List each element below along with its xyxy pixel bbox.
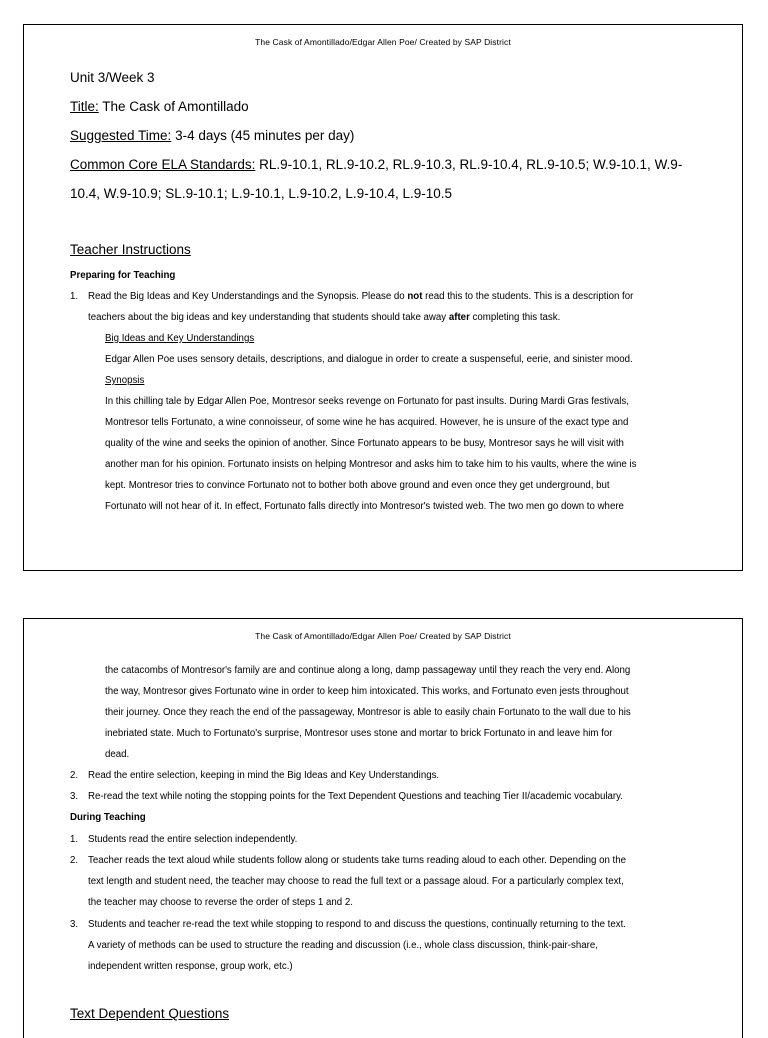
synopsis-line: dead.	[105, 749, 130, 760]
during-item-line: independent written response, group work, etc.)	[88, 961, 293, 972]
big-ideas-text: Edgar Allen Poe uses sensory details, descriptions, and dialogue in order to create a suspenseful, eerie, and sinister mood.	[105, 354, 633, 365]
document-page-2	[23, 618, 743, 1038]
item1-text-b: read this to the students. This is a description for	[422, 291, 634, 302]
text-dependent-questions-heading: Text Dependent Questions	[70, 1006, 230, 1021]
synopsis-line: quality of the wine and seeks the opinion of another. Since Fortunato appears to be busy, Montresor says he will visit with	[105, 438, 624, 449]
synopsis-line: kept. Montresor tries to convince Fortunato not to bother both above ground and even once they get underground, but	[105, 480, 610, 491]
page-header: The Cask of Amontillado/Edgar Allen Poe/ Created by SAP District	[255, 631, 511, 641]
item1-line1	[88, 291, 633, 302]
item-number: 3.	[70, 919, 79, 930]
unit-week: Unit 3/Week 3	[70, 70, 155, 85]
item1-after: after	[448, 312, 470, 323]
item-number: 2.	[70, 855, 79, 866]
during-item-line: A variety of methods can be used to structure the reading and discussion (i.e., whole class discussion, think-pair-share,	[88, 940, 598, 951]
synopsis-heading: Synopsis	[105, 375, 145, 386]
suggested-time-line	[70, 128, 354, 143]
title-label: Title:	[70, 99, 99, 114]
suggested-time-label: Suggested Time:	[70, 128, 172, 143]
document-page-1	[23, 24, 743, 571]
during-item-line: the teacher may choose to reverse the order of steps 1 and 2.	[88, 897, 353, 908]
item1-text-d: completing this task.	[469, 312, 561, 323]
item1-not: not	[407, 291, 423, 302]
synopsis-line: the catacombs of Montresor's family are and continue along a long, damp passageway until they reach the very end. Along	[105, 665, 631, 676]
standards-line-2: 10.4, W.9-10.9; SL.9-10.1; L.9-10.1, L.9-10.2, L.9-10.4, L.9-10.5	[70, 186, 453, 201]
prep-item-text: Read the entire selection, keeping in mind the Big Ideas and Key Understandings.	[88, 770, 440, 781]
during-teaching-heading: During Teaching	[70, 812, 146, 823]
during-item-line: Teacher reads the text aloud while students follow along or students take turns reading aloud to each other. Depending on the	[88, 855, 627, 866]
synopsis-line: the way, Montresor gives Fortunato wine in order to keep him intoxicated. This works, and Fortunato even jests throughout	[105, 686, 629, 697]
big-ideas-heading: Big Ideas and Key Understandings	[105, 333, 255, 344]
standards-line-1	[70, 157, 682, 172]
during-item-line: Students read the entire selection independently.	[88, 834, 298, 845]
item1-line2	[88, 312, 560, 323]
synopsis-line: Montresor tells Fortunato, a wine connoisseur, of some wine he has acquired. However, he is unsure of the exact type and	[105, 417, 629, 428]
synopsis-line: another man for his opinion. Fortunato insists on helping Montresor and asks him to take him to his vaults, where the wine is	[105, 459, 637, 470]
synopsis-line: their journey. Once they reach the end of the passageway, Montresor is able to easily chain Fortunato to the wall due to his	[105, 707, 631, 718]
item-number: 3.	[70, 791, 79, 802]
during-item-line: text length and student need, the teacher may choose to read the full text or a passage aloud. For a particularly complex text,	[88, 876, 624, 887]
item1-text-c: teachers about the big ideas and key understanding that students should take away	[88, 312, 449, 323]
suggested-time-value: 3-4 days (45 minutes per day)	[171, 128, 355, 143]
item1-text-a: Read the Big Ideas and Key Understandings and the Synopsis. Please do	[88, 291, 408, 302]
synopsis-line: Fortunato will not hear of it. In effect, Fortunato falls directly into Montresor's twisted web. The two men go down to where	[105, 501, 624, 512]
standards-value-1: RL.9-10.1, RL.9-10.2, RL.9-10.3, RL.9-10.4, RL.9-10.5; W.9-10.1, W.9-	[255, 157, 683, 172]
page-header: The Cask of Amontillado/Edgar Allen Poe/ Created by SAP District	[255, 37, 511, 47]
teacher-instructions-heading: Teacher Instructions	[70, 242, 191, 257]
item-number: 2.	[70, 770, 79, 781]
synopsis-line: In this chilling tale by Edgar Allen Poe, Montresor seeks revenge on Fortunato for past insults. During Mardi Gras festivals,	[105, 396, 629, 407]
item-number: 1.	[70, 834, 79, 845]
synopsis-line: inebriated state. Much to Fortunato's surprise, Montresor uses stone and mortar to brick Fortunato in and leave him for	[105, 728, 613, 739]
title-line	[70, 99, 249, 114]
prep-item-text: Re-read the text while noting the stopping points for the Text Dependent Questions and teaching Tier II/academic vocabulary.	[88, 791, 623, 802]
title-value: The Cask of Amontillado	[98, 99, 249, 114]
item-number: 1.	[70, 291, 79, 302]
during-item-line: Students and teacher re-read the text while stopping to respond to and discuss the questions, continually returning to the text.	[88, 919, 626, 930]
preparing-heading: Preparing for Teaching	[70, 270, 176, 281]
standards-label: Common Core ELA Standards:	[70, 157, 256, 172]
